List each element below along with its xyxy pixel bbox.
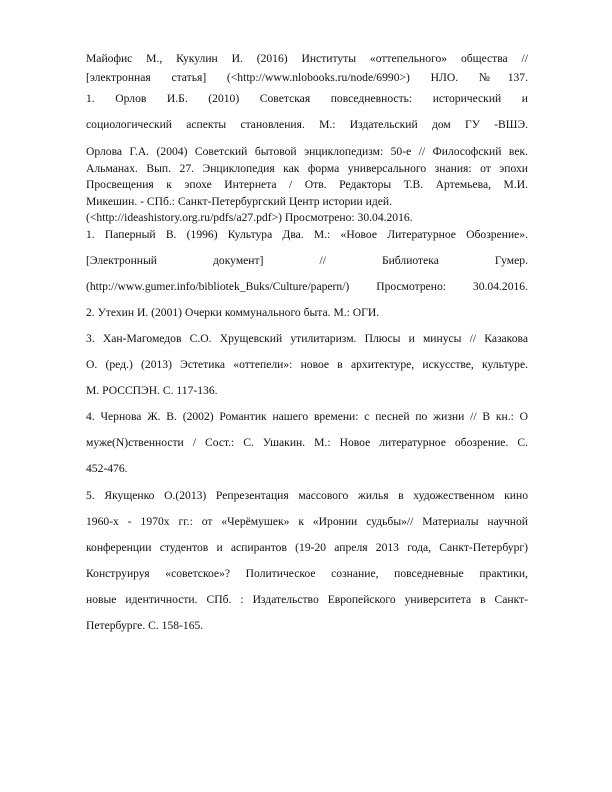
- reference-orlova-line-1: Орлова Г.А. (2004) Советский бытовой энциклопедизм: 50-е // Философский век.: [86, 145, 528, 158]
- reference-mayofis-line-2: [электронная статья] (<http://www.nlobooks.ru/node/6990>) НЛО. №137.: [86, 71, 528, 84]
- reference-yakushenko-line-1: 5. Якущенко О.(2013) Репрезентация массового жилья в художественном кино: [86, 489, 528, 502]
- reference-yakushenko-line-5: новые идентичности. СПб. : Издательство Европейского университета в Санкт-: [86, 593, 528, 606]
- reference-orlova-line-4: Микешин. - СПб.: Санкт-Петербургский Центр истории идей.: [86, 195, 392, 208]
- reference-orlova-line-3: Просвещения к эпохе Интернета / Отв. Редакторы Т.В. Артемьева, М.И.: [86, 178, 528, 191]
- reference-khan-line-2: О. (ред.) (2013) Эстетика «оттепели»: новое в архитектуре, искусстве, культуре.: [86, 358, 528, 371]
- reference-yakushenko-line-3: конференции студентов и аспирантов (19-20 апреля 2013 года, Санкт-Петербург): [86, 541, 528, 554]
- reference-mayofis-line-1: Майофис М., Кукулин И. (2016) Институты «оттепельного» общества //: [86, 52, 528, 65]
- reference-khan-line-1: 3. Хан-Магомедов С.О. Хрущевский утилитаризм. Плюсы и минусы // Казакова: [86, 332, 528, 345]
- reference-paperny-line-2: [Электронный документ] // Библиотека Гумер.: [86, 254, 528, 267]
- reference-orlov-line-2: социологический аспекты становления. М.: Издательский дом ГУ -ВШЭ.: [86, 118, 528, 131]
- reference-yakushenko-line-6: Петербурге. С. 158-165.: [86, 619, 204, 632]
- reference-yakushenko-line-2: 1960-х - 1970х гг.: от «Черёмушек» к «Иронии судьбы»// Материалы научной: [86, 515, 528, 528]
- reference-orlov-line-1: 1. Орлов И.Б. (2010) Советская повседневность: исторический и: [86, 92, 528, 105]
- reference-utekhin-line-1: 2. Утехин И. (2001) Очерки коммунального быта. М.: ОГИ.: [86, 306, 380, 319]
- reference-chernova-line-3: 452-476.: [86, 462, 128, 475]
- reference-orlova-line-2: Альманах. Вып. 27. Энциклопедия как форма универсального знания: от эпохи: [86, 162, 528, 175]
- reference-orlova-line-5: (<http://ideashistory.org.ru/pdfs/a27.pdf>) Просмотрено: 30.04.2016.: [86, 211, 413, 224]
- reference-paperny-line-1: 1. Паперный В. (1996) Культура Два. М.: «Новое Литературное Обозрение».: [86, 228, 528, 241]
- reference-chernova-line-2: муже(N)ственности / Сост.: С. Ушакин. М.: Новое литературное обозрение. С.: [86, 436, 528, 449]
- reference-yakushenko-line-4: Конструируя «советское»? Политическое сознание, повседневные практики,: [86, 567, 528, 580]
- reference-paperny-line-3: (http://www.gumer.info/bibliotek_Buks/Culture/papern/) Просмотрено: 30.04.2016.: [86, 280, 528, 293]
- reference-khan-line-3: М. РОССПЭН. С. 117-136.: [86, 384, 218, 397]
- reference-chernova-line-1: 4. Чернова Ж. В. (2002) Романтик нашего времени: с песней по жизни // В кн.: О: [86, 410, 528, 423]
